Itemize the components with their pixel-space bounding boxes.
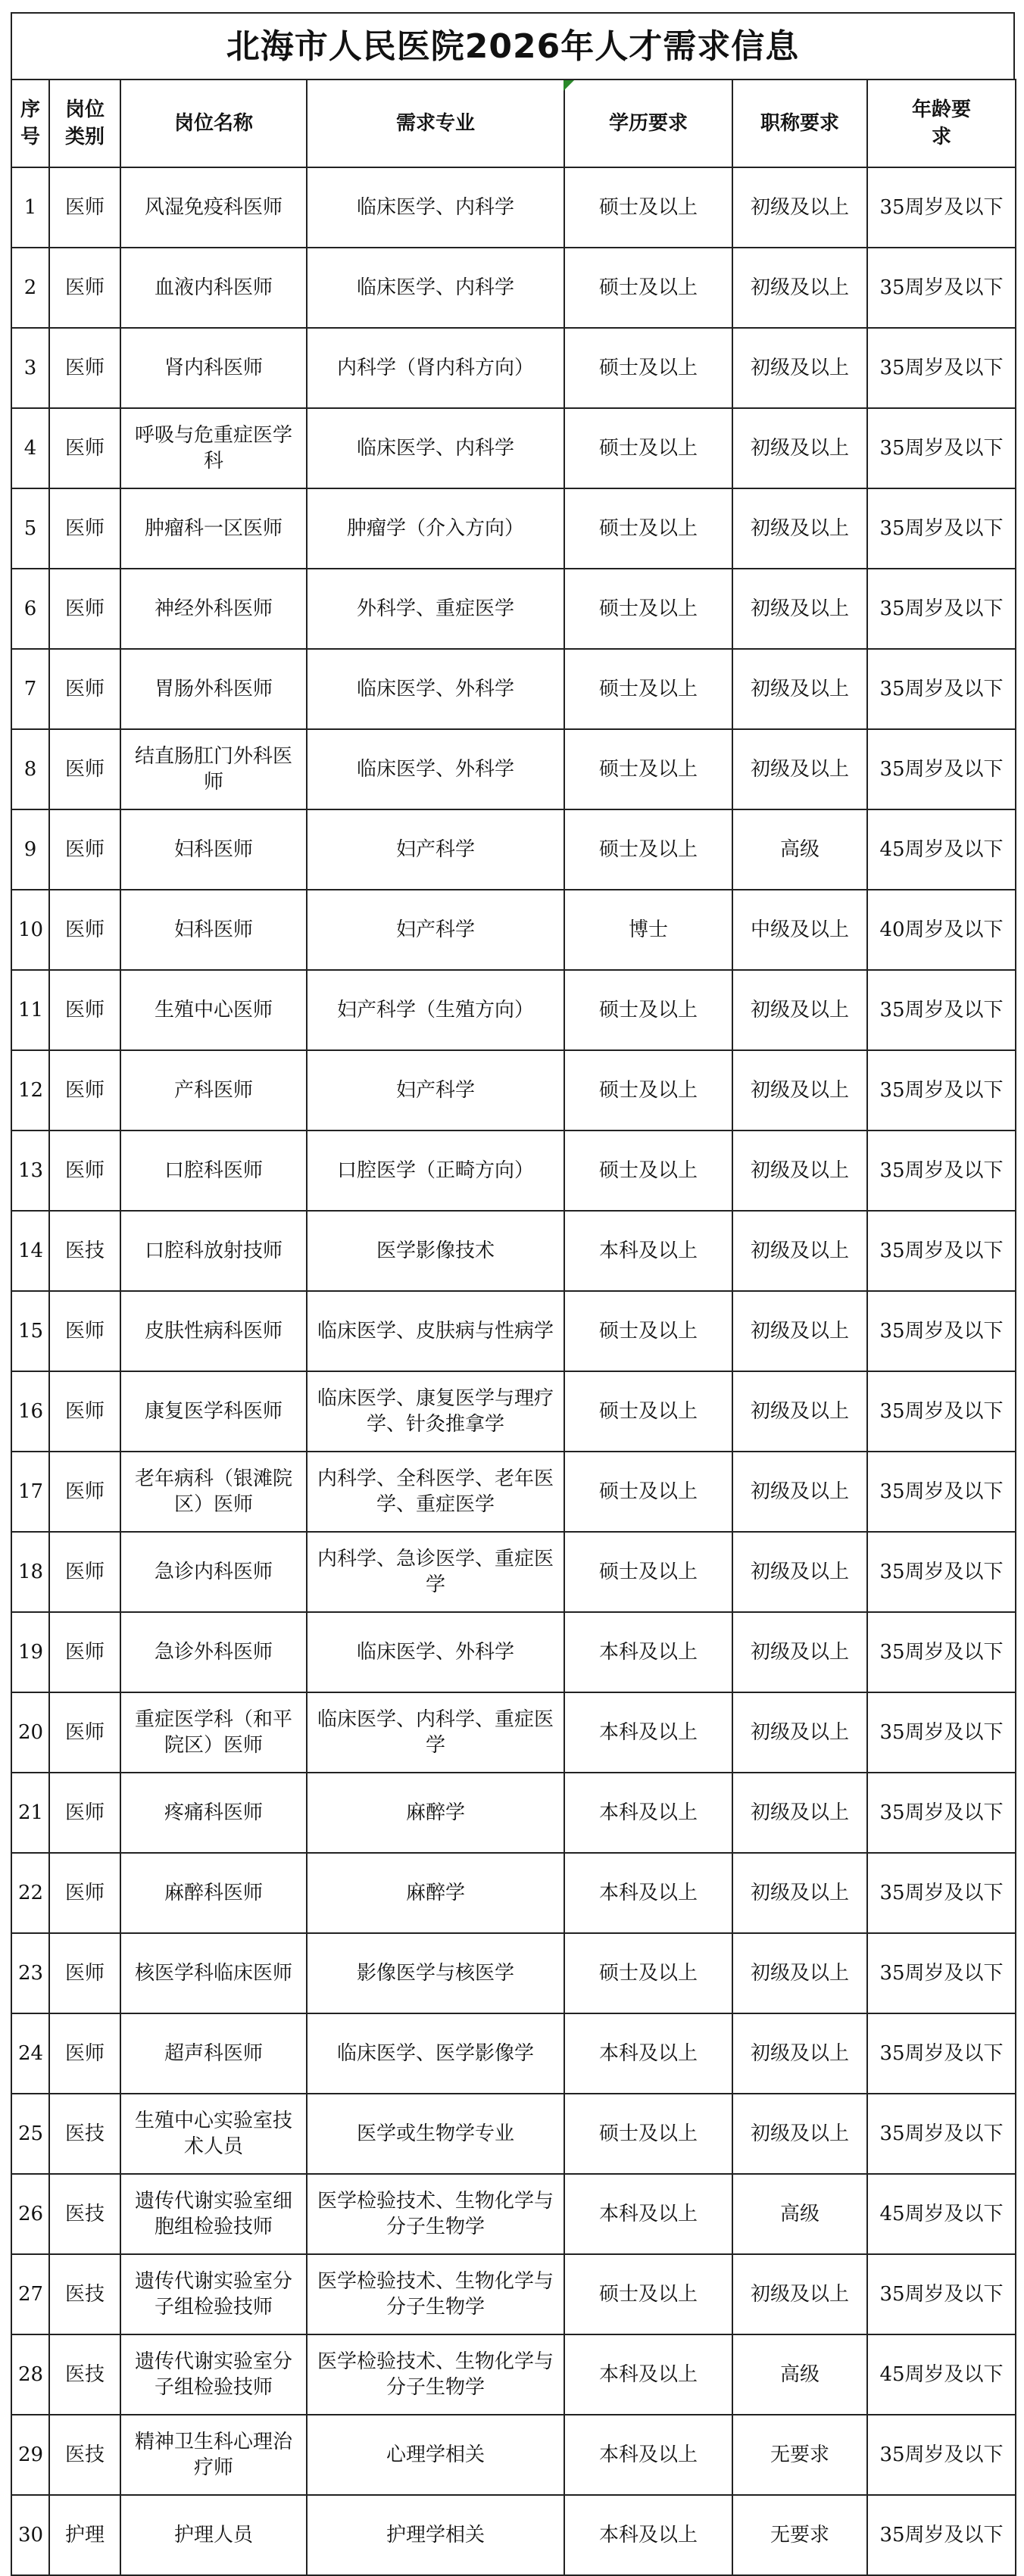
- table-row: [11, 1371, 1016, 1452]
- cell-position: 急诊内科医师: [120, 1532, 307, 1612]
- cell-category: 医师: [49, 729, 120, 809]
- sheet-title: 北海市人民医院2026年人才需求信息: [11, 12, 1015, 79]
- cell-seq: 25: [11, 2094, 49, 2174]
- cell-title-req: 初级及以上: [732, 1853, 867, 1933]
- cell-category: 医师: [49, 569, 120, 649]
- cell-major: 医学或生物学专业: [307, 2094, 564, 2174]
- cell-position: 生殖中心医师: [120, 970, 307, 1050]
- table-row: [11, 2334, 1016, 2415]
- header-row: [11, 80, 1016, 167]
- cell-age: 35周岁及以下: [867, 408, 1016, 488]
- cell-major: 心理学相关: [307, 2415, 564, 2495]
- cell-seq: 24: [11, 2013, 49, 2094]
- cell-seq: 15: [11, 1291, 49, 1371]
- cell-title-req: 初级及以上: [732, 2254, 867, 2334]
- cell-age: 35周岁及以下: [867, 2254, 1016, 2334]
- cell-seq: 6: [11, 569, 49, 649]
- table-row: [11, 1291, 1016, 1371]
- table-row: [11, 1853, 1016, 1933]
- cell-seq: 4: [11, 408, 49, 488]
- cell-category: 医师: [49, 1853, 120, 1933]
- cell-category: 医师: [49, 649, 120, 729]
- cell-seq: 22: [11, 1853, 49, 1933]
- cell-category: 医师: [49, 328, 120, 408]
- cell-position: 康复医学科医师: [120, 1371, 307, 1452]
- cell-age: 35周岁及以下: [867, 1131, 1016, 1211]
- cell-age: 35周岁及以下: [867, 1211, 1016, 1291]
- table-row: [11, 649, 1016, 729]
- table-row: [11, 1612, 1016, 1692]
- cell-major: 麻醉学: [307, 1853, 564, 1933]
- cell-major: 外科学、重症医学: [307, 569, 564, 649]
- cell-major: 妇产科学: [307, 890, 564, 970]
- cell-education: 本科及以上: [564, 1211, 732, 1291]
- cell-position: 肿瘤科一区医师: [120, 488, 307, 569]
- cell-major: 口腔医学（正畸方向）: [307, 1131, 564, 1211]
- cell-education: 本科及以上: [564, 2334, 732, 2415]
- cell-position: 风湿免疫科医师: [120, 167, 307, 248]
- header-category: 岗位类别: [49, 80, 120, 167]
- cell-position: 重症医学科（和平院区）医师: [120, 1692, 307, 1773]
- cell-age: 35周岁及以下: [867, 248, 1016, 328]
- cell-major: 临床医学、内科学: [307, 167, 564, 248]
- cell-major: 临床医学、皮肤病与性病学: [307, 1291, 564, 1371]
- cell-position: 遗传代谢实验室细胞组检验技师: [120, 2174, 307, 2254]
- table-row: [11, 248, 1016, 328]
- cell-major: 临床医学、医学影像学: [307, 2013, 564, 2094]
- cell-seq: 23: [11, 1933, 49, 2013]
- cell-major: 医学影像技术: [307, 1211, 564, 1291]
- cell-title-req: 初级及以上: [732, 1532, 867, 1612]
- cell-category: 医师: [49, 1452, 120, 1532]
- cell-education: 硕士及以上: [564, 1452, 732, 1532]
- header-age: 年龄要求: [867, 80, 1016, 167]
- cell-age: 35周岁及以下: [867, 1532, 1016, 1612]
- cell-title-req: 中级及以上: [732, 890, 867, 970]
- cell-title-req: 初级及以上: [732, 1612, 867, 1692]
- cell-category: 护理: [49, 2495, 120, 2575]
- cell-position: 口腔科医师: [120, 1131, 307, 1211]
- cell-position: 妇科医师: [120, 809, 307, 890]
- cell-major: 影像医学与核医学: [307, 1933, 564, 2013]
- cell-age: 35周岁及以下: [867, 2094, 1016, 2174]
- cell-age: 45周岁及以下: [867, 2174, 1016, 2254]
- cell-title-req: 初级及以上: [732, 1371, 867, 1452]
- cell-position: 生殖中心实验室技术人员: [120, 2094, 307, 2174]
- cell-seq: 9: [11, 809, 49, 890]
- cell-seq: 3: [11, 328, 49, 408]
- cell-position: 急诊外科医师: [120, 1612, 307, 1692]
- cell-major: 临床医学、内科学: [307, 248, 564, 328]
- cell-category: 医技: [49, 2174, 120, 2254]
- table-row: [11, 1050, 1016, 1131]
- table-row: [11, 1773, 1016, 1853]
- cell-position: 护理人员: [120, 2495, 307, 2575]
- cell-age: 35周岁及以下: [867, 569, 1016, 649]
- table-row: [11, 2254, 1016, 2334]
- cell-position: 呼吸与危重症医学科: [120, 408, 307, 488]
- cell-title-req: 初级及以上: [732, 2094, 867, 2174]
- cell-seq: 19: [11, 1612, 49, 1692]
- cell-title-req: 初级及以上: [732, 1131, 867, 1211]
- cell-seq: 12: [11, 1050, 49, 1131]
- cell-seq: 17: [11, 1452, 49, 1532]
- cell-major: 内科学、急诊医学、重症医学: [307, 1532, 564, 1612]
- table-row: [11, 2013, 1016, 2094]
- table-row: [11, 2495, 1016, 2575]
- cell-age: 35周岁及以下: [867, 2013, 1016, 2094]
- cell-seq: 29: [11, 2415, 49, 2495]
- cell-position: 肾内科医师: [120, 328, 307, 408]
- cell-age: 35周岁及以下: [867, 2495, 1016, 2575]
- table-row: [11, 1933, 1016, 2013]
- cell-category: 医技: [49, 2415, 120, 2495]
- cell-education: 本科及以上: [564, 1853, 732, 1933]
- cell-title-req: 初级及以上: [732, 1692, 867, 1773]
- cell-major: 临床医学、外科学: [307, 1612, 564, 1692]
- table-row: [11, 729, 1016, 809]
- cell-position: 结直肠肛门外科医师: [120, 729, 307, 809]
- cell-category: 医师: [49, 408, 120, 488]
- cell-category: 医师: [49, 1050, 120, 1131]
- cell-education: 硕士及以上: [564, 408, 732, 488]
- cell-category: 医师: [49, 809, 120, 890]
- table-row: [11, 488, 1016, 569]
- cell-position: 核医学科临床医师: [120, 1933, 307, 2013]
- cell-age: 35周岁及以下: [867, 488, 1016, 569]
- cell-position: 精神卫生科心理治疗师: [120, 2415, 307, 2495]
- cell-major: 医学检验技术、生物化学与分子生物学: [307, 2254, 564, 2334]
- cell-category: 医师: [49, 890, 120, 970]
- cell-age: 35周岁及以下: [867, 1612, 1016, 1692]
- cell-education: 硕士及以上: [564, 1371, 732, 1452]
- cell-education: 本科及以上: [564, 1773, 732, 1853]
- header-education: 学历要求: [564, 80, 732, 167]
- cell-title-req: 初级及以上: [732, 167, 867, 248]
- cell-title-req: 初级及以上: [732, 1291, 867, 1371]
- cell-title-req: 初级及以上: [732, 2013, 867, 2094]
- cell-title-req: 初级及以上: [732, 1452, 867, 1532]
- cell-major: 临床医学、内科学、重症医学: [307, 1692, 564, 1773]
- cell-position: 血液内科医师: [120, 248, 307, 328]
- table-row: [11, 2094, 1016, 2174]
- cell-category: 医师: [49, 1532, 120, 1612]
- cell-education: 硕士及以上: [564, 649, 732, 729]
- table-row: [11, 167, 1016, 248]
- table-row: [11, 1532, 1016, 1612]
- cell-seq: 30: [11, 2495, 49, 2575]
- cell-education: 硕士及以上: [564, 1291, 732, 1371]
- cell-title-req: 初级及以上: [732, 729, 867, 809]
- cell-major: 妇产科学: [307, 809, 564, 890]
- table-row: [11, 1131, 1016, 1211]
- header-title-req: 职称要求: [732, 80, 867, 167]
- cell-position: 神经外科医师: [120, 569, 307, 649]
- cell-age: 35周岁及以下: [867, 1291, 1016, 1371]
- cell-seq: 28: [11, 2334, 49, 2415]
- cell-category: 医技: [49, 1211, 120, 1291]
- cell-major: 临床医学、内科学: [307, 408, 564, 488]
- cell-age: 35周岁及以下: [867, 970, 1016, 1050]
- cell-age: 35周岁及以下: [867, 649, 1016, 729]
- cell-major: 临床医学、外科学: [307, 649, 564, 729]
- cell-seq: 10: [11, 890, 49, 970]
- cell-title-req: 高级: [732, 809, 867, 890]
- cell-major: 麻醉学: [307, 1773, 564, 1853]
- table-row: [11, 1692, 1016, 1773]
- cell-seq: 8: [11, 729, 49, 809]
- cell-position: 口腔科放射技师: [120, 1211, 307, 1291]
- cell-title-req: 无要求: [732, 2495, 867, 2575]
- table-row: [11, 569, 1016, 649]
- header-major: 需求专业: [307, 80, 564, 167]
- cell-education: 硕士及以上: [564, 569, 732, 649]
- cell-major: 妇产科学（生殖方向）: [307, 970, 564, 1050]
- cell-major: 肿瘤学（介入方向）: [307, 488, 564, 569]
- cell-age: 35周岁及以下: [867, 167, 1016, 248]
- cell-education: 本科及以上: [564, 2013, 732, 2094]
- cell-age: 40周岁及以下: [867, 890, 1016, 970]
- cell-seq: 20: [11, 1692, 49, 1773]
- cell-age: 35周岁及以下: [867, 1853, 1016, 1933]
- cell-position: 妇科医师: [120, 890, 307, 970]
- cell-seq: 1: [11, 167, 49, 248]
- header-position: 岗位名称: [120, 80, 307, 167]
- cell-title-req: 初级及以上: [732, 1050, 867, 1131]
- cell-category: 医师: [49, 1131, 120, 1211]
- recruitment-sheet: [11, 12, 1015, 2576]
- cell-category: 医师: [49, 1371, 120, 1452]
- cell-category: 医师: [49, 167, 120, 248]
- cell-position: 老年病科（银滩院区）医师: [120, 1452, 307, 1532]
- cell-position: 产科医师: [120, 1050, 307, 1131]
- cell-title-req: 初级及以上: [732, 328, 867, 408]
- cell-title-req: 初级及以上: [732, 1933, 867, 2013]
- cell-title-req: 无要求: [732, 2415, 867, 2495]
- cell-seq: 11: [11, 970, 49, 1050]
- cell-category: 医技: [49, 2254, 120, 2334]
- cell-education: 硕士及以上: [564, 970, 732, 1050]
- table-row: [11, 1452, 1016, 1532]
- cell-age: 35周岁及以下: [867, 1773, 1016, 1853]
- cell-age: 35周岁及以下: [867, 729, 1016, 809]
- cell-title-req: 初级及以上: [732, 408, 867, 488]
- cell-title-req: 初级及以上: [732, 649, 867, 729]
- table-row: [11, 809, 1016, 890]
- cell-title-req: 初级及以上: [732, 248, 867, 328]
- cell-major: 医学检验技术、生物化学与分子生物学: [307, 2174, 564, 2254]
- cell-title-req: 初级及以上: [732, 1211, 867, 1291]
- cell-seq: 26: [11, 2174, 49, 2254]
- table-row: [11, 970, 1016, 1050]
- cell-age: 45周岁及以下: [867, 809, 1016, 890]
- cell-education: 博士: [564, 890, 732, 970]
- cell-title-req: 初级及以上: [732, 1773, 867, 1853]
- cell-category: 医师: [49, 248, 120, 328]
- cell-position: 超声科医师: [120, 2013, 307, 2094]
- cell-education: 本科及以上: [564, 1612, 732, 1692]
- table-row: [11, 890, 1016, 970]
- cell-category: 医师: [49, 1291, 120, 1371]
- table-row: [11, 408, 1016, 488]
- cell-education: 硕士及以上: [564, 2254, 732, 2334]
- cell-education: 硕士及以上: [564, 167, 732, 248]
- cell-education: 硕士及以上: [564, 248, 732, 328]
- cell-position: 疼痛科医师: [120, 1773, 307, 1853]
- cell-position: 遗传代谢实验室分子组检验技师: [120, 2254, 307, 2334]
- cell-education: 硕士及以上: [564, 1532, 732, 1612]
- cell-seq: 5: [11, 488, 49, 569]
- cell-category: 医师: [49, 488, 120, 569]
- header-seq: 序号: [11, 80, 49, 167]
- cell-category: 医师: [49, 970, 120, 1050]
- cell-education: 硕士及以上: [564, 2094, 732, 2174]
- cell-major: 临床医学、外科学: [307, 729, 564, 809]
- table-row: [11, 1211, 1016, 1291]
- cell-category: 医技: [49, 2094, 120, 2174]
- cell-education: 硕士及以上: [564, 1131, 732, 1211]
- cell-category: 医师: [49, 1612, 120, 1692]
- cell-age: 35周岁及以下: [867, 1692, 1016, 1773]
- cell-category: 医师: [49, 1692, 120, 1773]
- cell-education: 本科及以上: [564, 2495, 732, 2575]
- cell-position: 皮肤性病科医师: [120, 1291, 307, 1371]
- cell-seq: 21: [11, 1773, 49, 1853]
- cell-education: 硕士及以上: [564, 1933, 732, 2013]
- cell-education: 硕士及以上: [564, 488, 732, 569]
- cell-seq: 13: [11, 1131, 49, 1211]
- cell-position: 遗传代谢实验室分子组检验技师: [120, 2334, 307, 2415]
- cell-education: 硕士及以上: [564, 1050, 732, 1131]
- cell-title-req: 初级及以上: [732, 970, 867, 1050]
- cell-category: 医师: [49, 1773, 120, 1853]
- cell-education: 本科及以上: [564, 1692, 732, 1773]
- cell-age: 35周岁及以下: [867, 1452, 1016, 1532]
- table-row: [11, 2174, 1016, 2254]
- cell-education: 硕士及以上: [564, 328, 732, 408]
- cell-age: 35周岁及以下: [867, 1371, 1016, 1452]
- cell-education: 硕士及以上: [564, 809, 732, 890]
- cell-category: 医技: [49, 2334, 120, 2415]
- cell-education: 硕士及以上: [564, 729, 732, 809]
- table-row: [11, 328, 1016, 408]
- cell-age: 35周岁及以下: [867, 1050, 1016, 1131]
- cell-major: 医学检验技术、生物化学与分子生物学: [307, 2334, 564, 2415]
- cell-seq: 16: [11, 1371, 49, 1452]
- cell-seq: 18: [11, 1532, 49, 1612]
- table-row: [11, 2415, 1016, 2495]
- cell-seq: 27: [11, 2254, 49, 2334]
- cell-major: 临床医学、康复医学与理疗学、针灸推拿学: [307, 1371, 564, 1452]
- cell-education: 本科及以上: [564, 2415, 732, 2495]
- cell-position: 胃肠外科医师: [120, 649, 307, 729]
- cell-age: 35周岁及以下: [867, 1933, 1016, 2013]
- cell-title-req: 高级: [732, 2174, 867, 2254]
- cell-title-req: 初级及以上: [732, 488, 867, 569]
- recruitment-table: [11, 79, 1016, 2576]
- cell-major: 内科学、全科医学、老年医学、重症医学: [307, 1452, 564, 1532]
- cell-seq: 14: [11, 1211, 49, 1291]
- cell-seq: 2: [11, 248, 49, 328]
- cell-education: 本科及以上: [564, 2174, 732, 2254]
- cell-category: 医师: [49, 2013, 120, 2094]
- cell-position: 麻醉科医师: [120, 1853, 307, 1933]
- cell-major: 护理学相关: [307, 2495, 564, 2575]
- cell-age: 35周岁及以下: [867, 328, 1016, 408]
- cell-corner-marker: [564, 80, 574, 91]
- cell-major: 妇产科学: [307, 1050, 564, 1131]
- cell-title-req: 初级及以上: [732, 569, 867, 649]
- cell-seq: 7: [11, 649, 49, 729]
- cell-title-req: 高级: [732, 2334, 867, 2415]
- cell-age: 45周岁及以下: [867, 2334, 1016, 2415]
- cell-category: 医师: [49, 1933, 120, 2013]
- cell-age: 35周岁及以下: [867, 2415, 1016, 2495]
- cell-major: 内科学（肾内科方向）: [307, 328, 564, 408]
